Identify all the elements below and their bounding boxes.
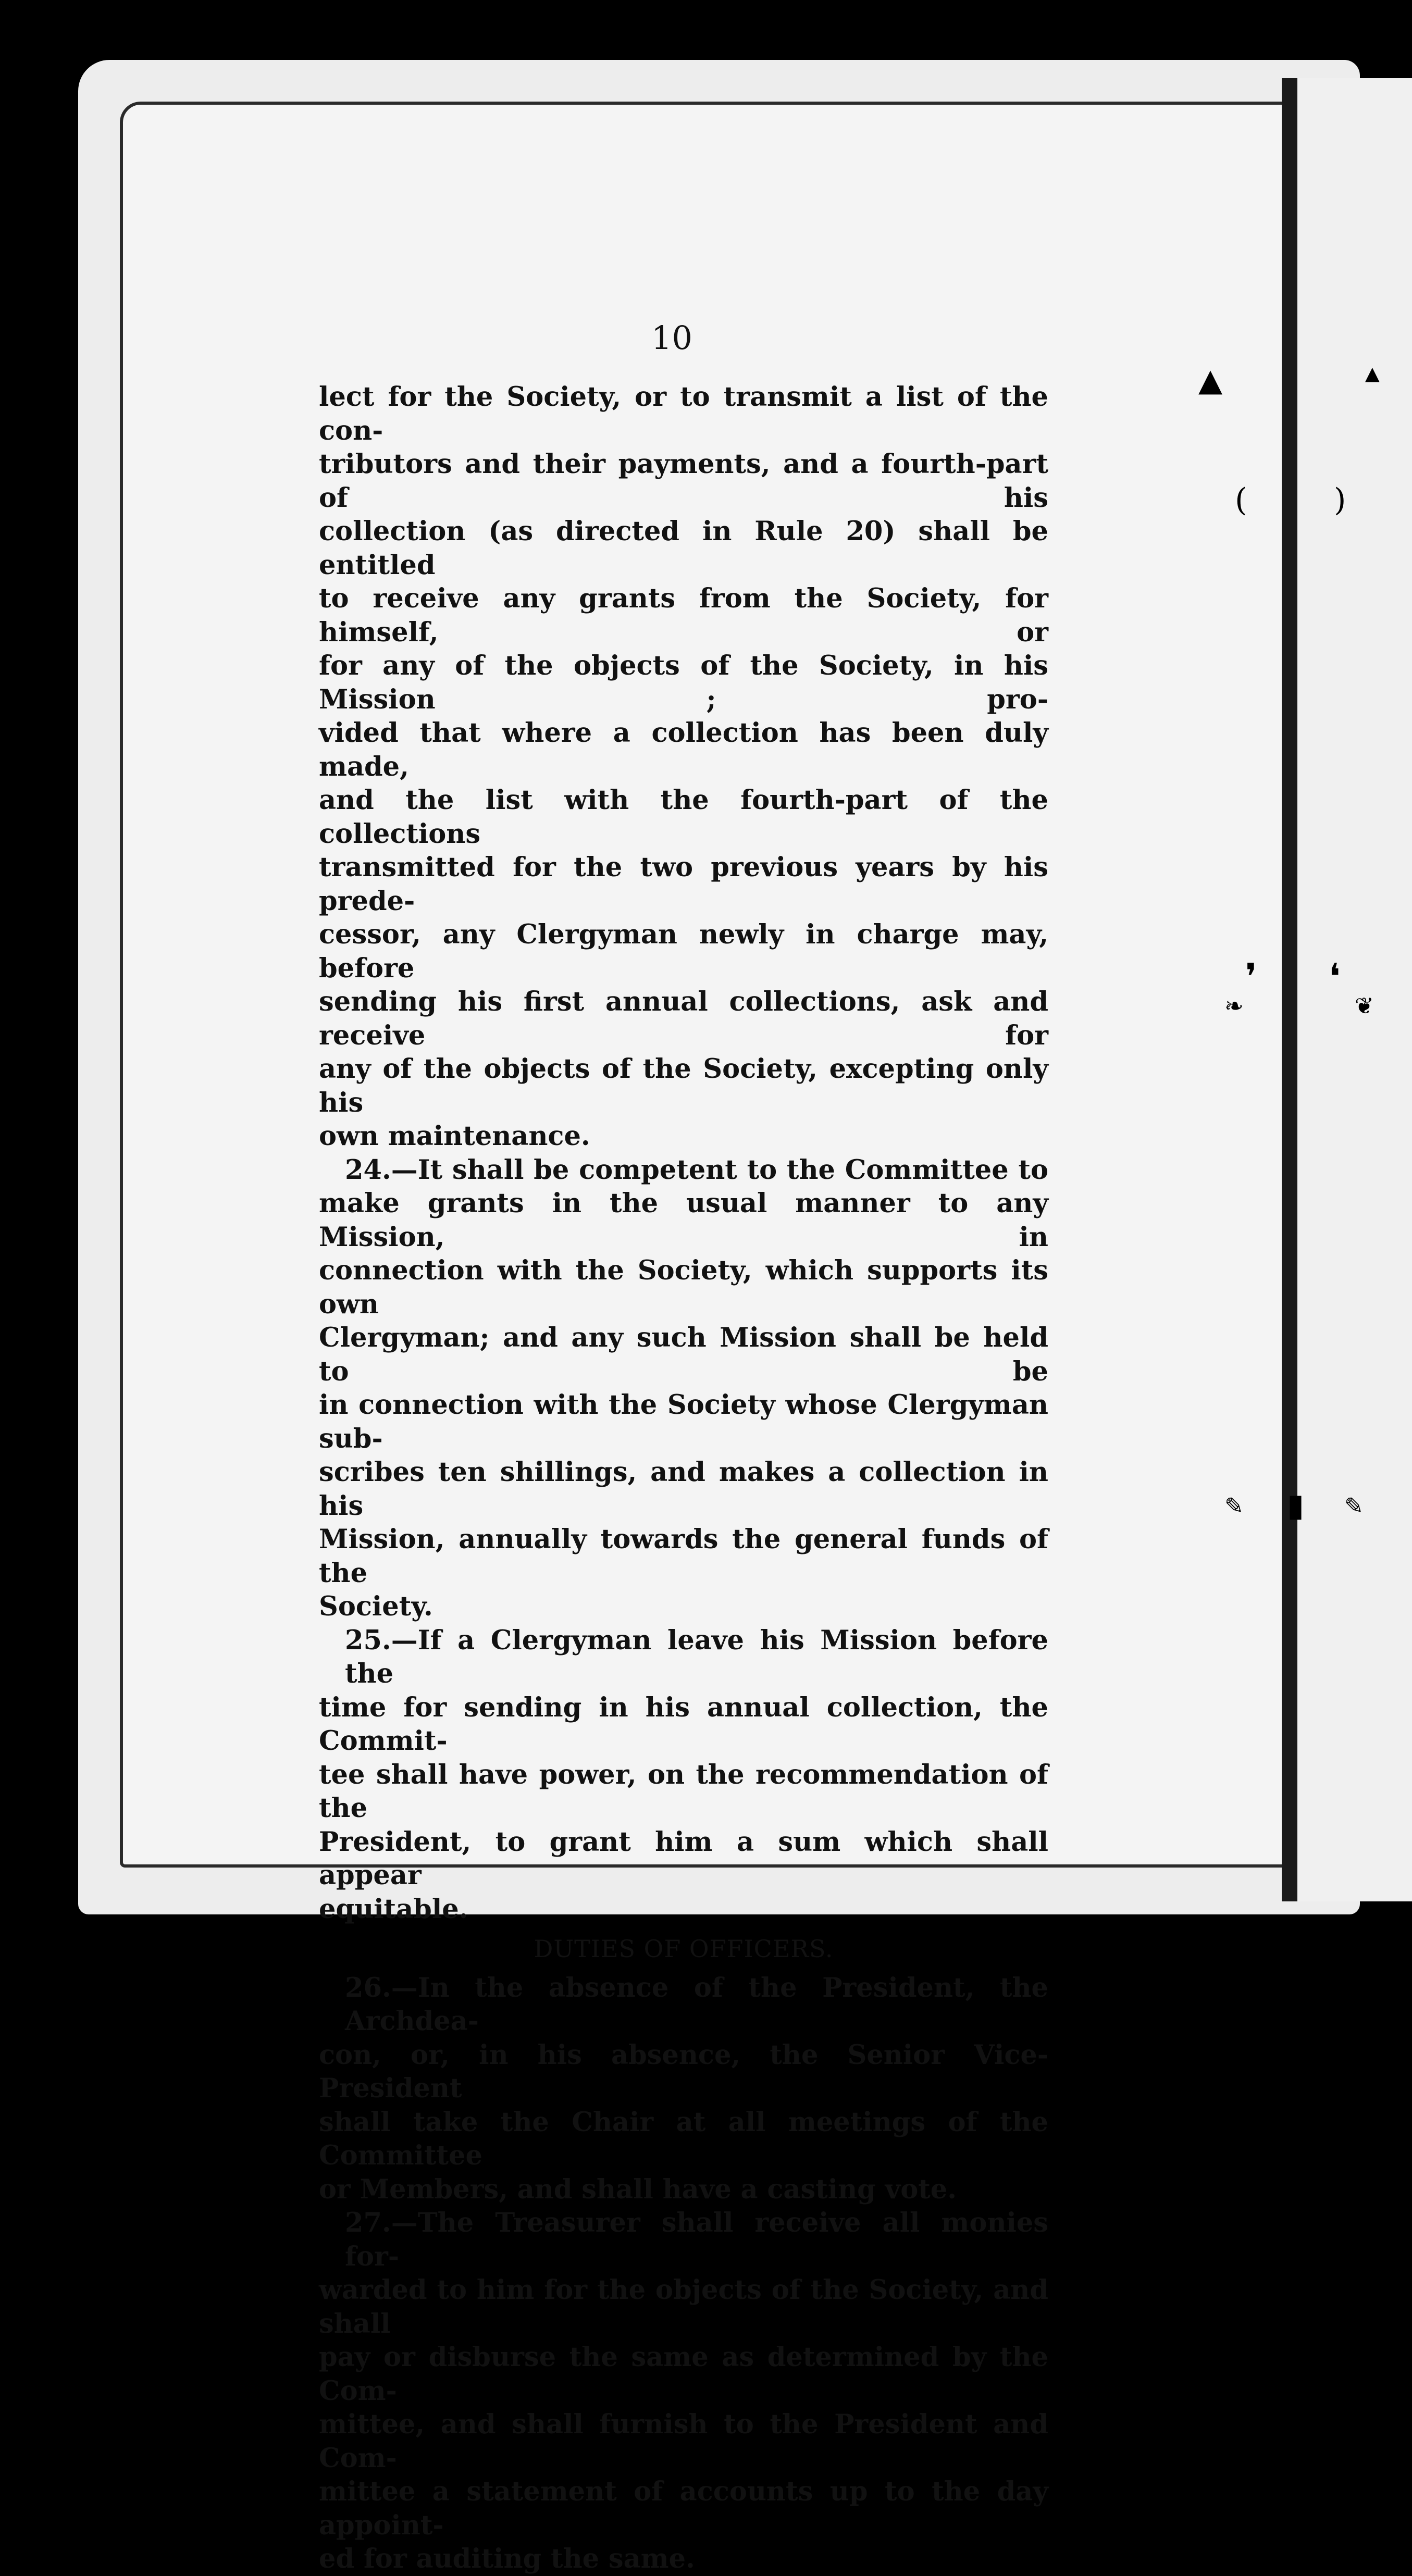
section-heading: DUTIES OF OFFICERS. <box>534 1935 834 1963</box>
text-line: and the list with the fourth-part of the collections <box>319 785 1048 850</box>
text-line: own maintenance. <box>319 1121 590 1152</box>
text-line: 26.—In the absence of the President, the Archdea- <box>345 1972 1048 2037</box>
paragraph-continuation <box>319 380 1048 1153</box>
text-line: in connection with the Society whose Clergyman sub- <box>319 1389 1048 1454</box>
text-line: cessor, any Clergyman newly in charge may, before <box>319 919 1048 984</box>
show-through-mark: ❛ <box>1329 955 1341 998</box>
text-line: pay or disburse the same as determined by the Com- <box>319 2342 1048 2407</box>
text-line: Society. <box>319 1591 433 1622</box>
text-line: Clergyman; and any such Mission shall be held to be <box>319 1322 1048 1387</box>
text-line: equitable. <box>319 1893 468 1925</box>
text-line: scribes ten shillings, and makes a collection in his <box>319 1457 1048 1522</box>
text-line: President, to grant him a sum which shall appear <box>319 1826 1048 1891</box>
paragraph-rule-26 <box>319 1971 1048 2207</box>
text-line: for any of the objects of the Society, in his Mission ; pro- <box>319 650 1048 715</box>
text-line: 24.—It shall be competent to the Committee to <box>345 1154 1048 1186</box>
text-line: mittee, and shall furnish to the President and Com- <box>319 2409 1048 2474</box>
paragraph-rule-24 <box>319 1153 1048 1624</box>
show-through-mark: ❦ <box>1355 993 1374 1019</box>
text-line: con, or, in his absence, the Senior Vice-President <box>319 2039 1048 2104</box>
page-number: 10 <box>651 319 692 357</box>
text-line: 27.—The Treasurer shall receive all monies for- <box>345 2207 1048 2272</box>
text-line: shall take the Chair at all meetings of the Committee <box>319 2106 1048 2171</box>
show-through-mark: ( <box>1235 482 1247 518</box>
show-through-mark: ✎ <box>1344 1493 1364 1520</box>
text-line: tee shall have power, on the recommendation of the <box>319 1759 1048 1824</box>
show-through-mark: ) <box>1334 482 1346 518</box>
text-line: time for sending in his annual collection, the Commit- <box>319 1691 1048 1757</box>
text-line: sending his first annual collections, ask and receive for <box>319 986 1048 1051</box>
facing-page-edge <box>1297 78 1412 1901</box>
text-line: Mission, annually towards the general funds of the <box>319 1524 1048 1589</box>
show-through-mark: ❜ <box>1245 955 1257 998</box>
text-line: 25.—If a Clergyman leave his Mission before the <box>345 1624 1048 1689</box>
show-through-mark: ▲ <box>1198 362 1223 399</box>
text-line: any of the objects of the Society, excepting only his <box>319 1053 1048 1118</box>
text-line: to receive any grants from the Society, for himself, or <box>319 583 1048 648</box>
text-line: tributors and their payments, and a fourth-part of his <box>319 449 1048 514</box>
paragraph-rule-27 <box>319 2206 1048 2576</box>
show-through-mark: ❧ <box>1224 993 1244 1019</box>
text-line: transmitted for the two previous years by his prede- <box>319 852 1048 917</box>
text-line: collection (as directed in Rule 20) shall be entitled <box>319 516 1048 581</box>
show-through-mark: ▲ <box>1365 363 1380 384</box>
show-through-mark: ✎ <box>1224 1493 1244 1520</box>
text-line: connection with the Society, which supports its own <box>319 1255 1048 1320</box>
show-through-mark: ▮ <box>1287 1487 1305 1524</box>
text-line: warded to him for the objects of the Society, and shall <box>319 2274 1048 2339</box>
text-line: lect for the Society, or to transmit a list of the con- <box>319 381 1048 446</box>
text-line: make grants in the usual manner to any Mission, in <box>319 1188 1048 1253</box>
text-line: or Members, and shall have a casting vote. <box>319 2173 957 2205</box>
body-text <box>319 380 1048 2576</box>
text-line: vided that where a collection has been duly made, <box>319 717 1048 782</box>
binding-gutter <box>1282 78 1297 1901</box>
text-line: mittee a statement of accounts up to the day appoint- <box>319 2476 1048 2541</box>
text-line: ed for auditing the same. <box>319 2543 695 2574</box>
paragraph-rule-25 <box>319 1624 1048 1926</box>
